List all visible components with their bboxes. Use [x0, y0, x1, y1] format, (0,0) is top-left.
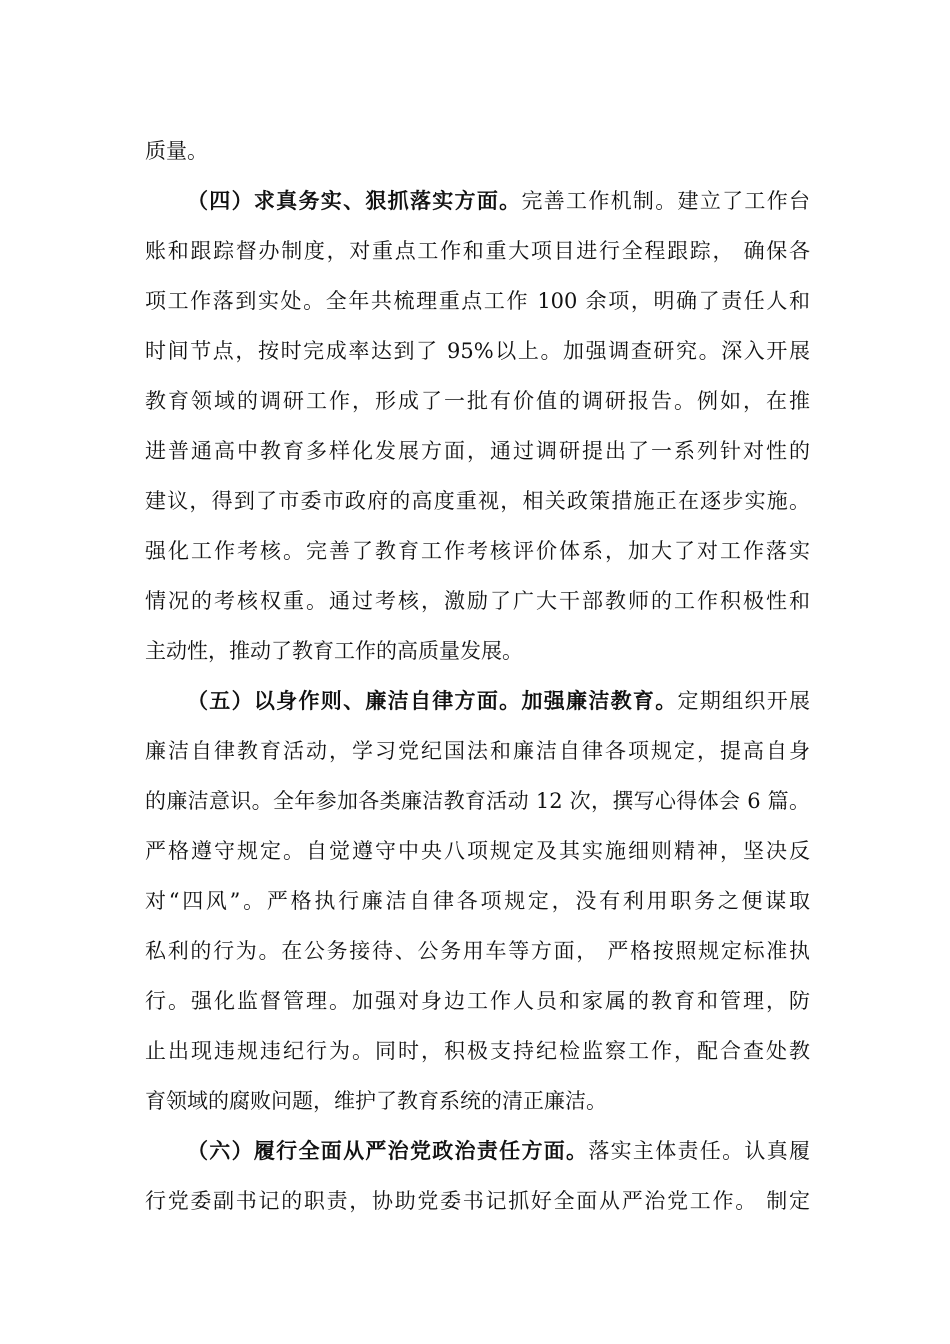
body-line: 止出现违规违纪行为。同时，积极支持纪检监察工作，配合查处教 — [145, 1039, 810, 1063]
body-text: 定期组织开展 — [677, 689, 810, 713]
section-4-heading-line — [187, 181, 810, 221]
body-line: 项工作落到实处。全年共梳理重点工作 100 余项，明确了责任人和 — [145, 289, 810, 313]
body-line: 育领域的腐败问题，维护了教育系统的清正廉洁。 — [145, 1089, 607, 1113]
body-line: 廉洁自律教育活动，学习党纪国法和廉洁自律各项规定，提高自身 — [145, 739, 810, 763]
body-line: 教育领域的调研工作，形成了一批有价值的调研报告。例如，在推 — [145, 389, 810, 413]
body-line: 行党委副书记的职责，协助党委书记抓好全面从严治党工作。 制定 — [145, 1189, 810, 1213]
body-line: 质量。 — [145, 139, 208, 163]
body-line: 强化工作考核。完善了教育工作考核评价体系，加大了对工作落实 — [145, 539, 810, 563]
section-6-heading-line — [187, 1131, 810, 1171]
body-line: 时间节点，按时完成率达到了 95%以上。加强调查研究。深入开展 — [145, 339, 810, 363]
section-4-heading: （四）求真务实、狠抓落实方面。 — [187, 188, 522, 213]
body-line: 行。强化监督管理。加强对身边工作人员和家属的教育和管理，防 — [145, 989, 810, 1013]
body-line: 进普通高中教育多样化发展方面，通过调研提出了一系列针对性的 — [145, 439, 810, 463]
body-line: 私利的行为。在公务接待、公务用车等方面， 严格按照规定标准执 — [145, 939, 810, 963]
body-line: 建议，得到了市委市政府的高度重视，相关政策措施正在逐步实施。 — [145, 489, 810, 513]
section-5-heading: （五）以身作则、廉洁自律方面。加强廉洁教育。 — [187, 688, 678, 713]
body-text: 完善工作机制。建立了工作台 — [521, 189, 810, 213]
body-line: 的廉洁意识。全年参加各类廉洁教育活动 12 次，撰写心得体会 6 篇。 — [145, 789, 810, 813]
section-6-heading: （六）履行全面从严治党政治责任方面。 — [187, 1138, 589, 1163]
body-line: 主动性，推动了教育工作的高质量发展。 — [145, 639, 523, 663]
body-text: 落实主体责任。认真履 — [588, 1139, 810, 1163]
body-line: 情况的考核权重。通过考核，激励了广大干部教师的工作积极性和 — [145, 589, 810, 613]
body-line: 对“四风”。严格执行廉洁自律各项规定，没有利用职务之便谋取 — [145, 889, 810, 913]
body-line: 严格遵守规定。自觉遵守中央八项规定及其实施细则精神，坚决反 — [145, 839, 810, 863]
section-5-heading-line — [187, 681, 810, 721]
body-line: 账和跟踪督办制度，对重点工作和重大项目进行全程跟踪， 确保各 — [145, 239, 810, 263]
